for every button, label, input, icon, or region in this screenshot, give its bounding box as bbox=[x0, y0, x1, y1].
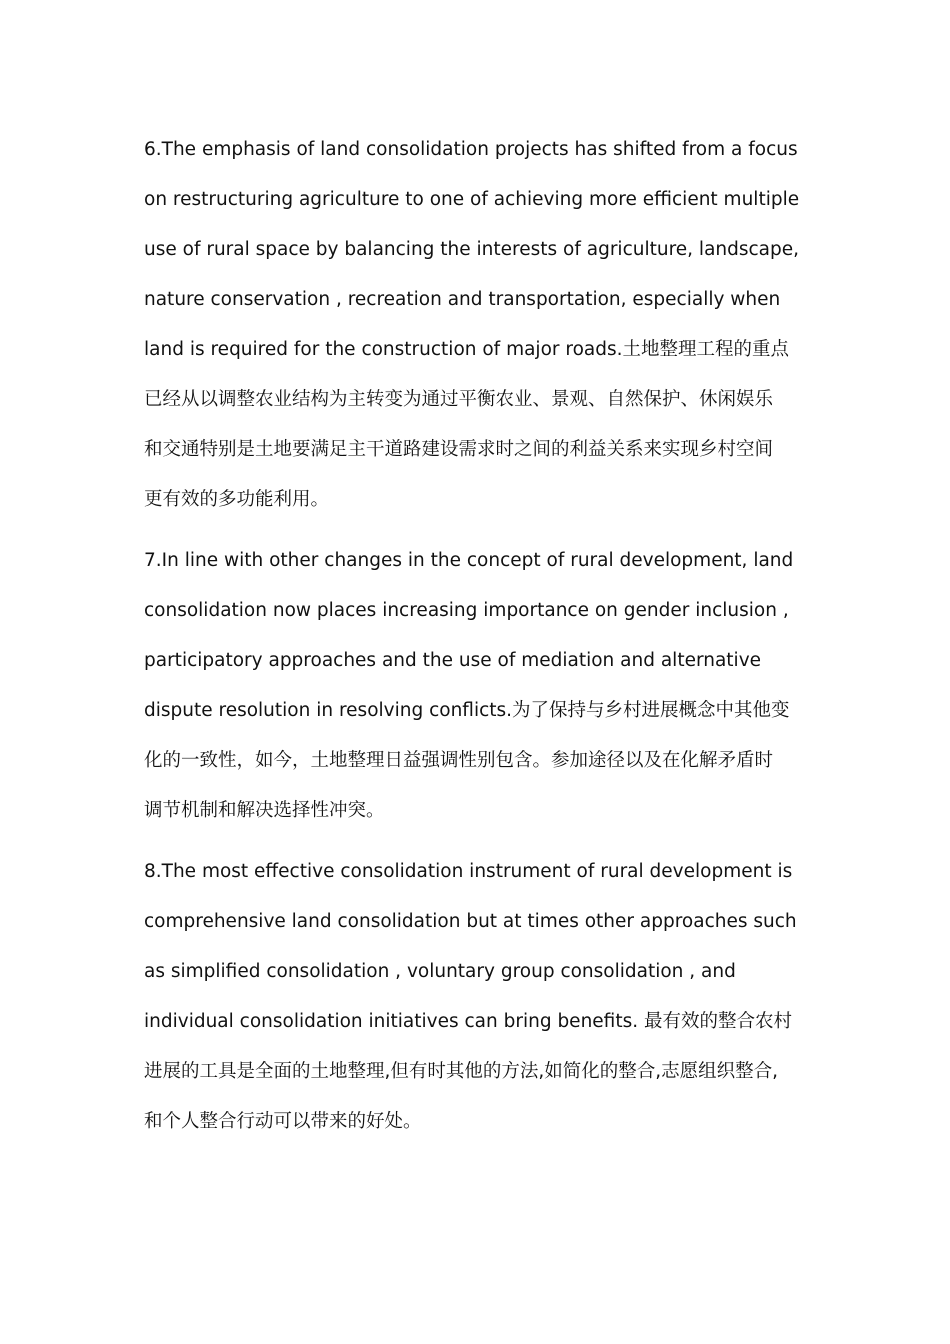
text-line: 进展的工具是全面的土地整理,但有时其他的方法,如简化的整合,志愿组织整合, bbox=[144, 1061, 779, 1082]
text-line: participatory approaches and the use of mediation and alternative bbox=[144, 650, 762, 671]
text-line: as simplified consolidation , voluntary group consolidation , and bbox=[144, 961, 736, 982]
text-line: nature conservation , recreation and transportation, especially when bbox=[144, 289, 781, 310]
text-line: 7.In line with other changes in the concept of rural development, land bbox=[144, 550, 794, 571]
text-line: dispute resolution in resolving conflicts.为了保持与乡村进展概念中其他变 bbox=[144, 700, 790, 721]
text-line: on restructuring agriculture to one of achieving more efficient multiple bbox=[144, 189, 800, 210]
text-line: 化的一致性，如今，土地整理日益强调性别包含。参加途径以及在化解矛盾时 bbox=[144, 750, 774, 771]
paragraph-6 bbox=[144, 125, 804, 525]
text-line: individual consolidation initiatives can bring benefits. 最有效的整合农村 bbox=[144, 1011, 792, 1032]
paragraph-8 bbox=[144, 847, 804, 1147]
text-line: 调节机制和解决选择性冲突。 bbox=[144, 800, 385, 821]
paragraph-7 bbox=[144, 536, 804, 836]
text-line: 已经从以调整农业结构为主转变为通过平衡农业、景观、自然保护、休闲娱乐 bbox=[144, 389, 774, 410]
text-line: 8.The most effective consolidation instrument of rural development is bbox=[144, 861, 793, 882]
text-line: 更有效的多功能利用。 bbox=[144, 489, 330, 510]
text-line: consolidation now places increasing importance on gender inclusion , bbox=[144, 600, 789, 621]
text-line: comprehensive land consolidation but at times other approaches such bbox=[144, 911, 797, 932]
text-line: land is required for the construction of major roads.土地整理工程的重点 bbox=[144, 339, 789, 360]
text-line: use of rural space by balancing the interests of agriculture, landscape, bbox=[144, 239, 800, 260]
text-line: 和个人整合行动可以带来的好处。 bbox=[144, 1111, 422, 1132]
text-line: 6.The emphasis of land consolidation projects has shifted from a focus bbox=[144, 139, 798, 160]
text-line: 和交通特别是土地要满足主干道路建设需求时之间的利益关系来实现乡村空间 bbox=[144, 439, 774, 460]
